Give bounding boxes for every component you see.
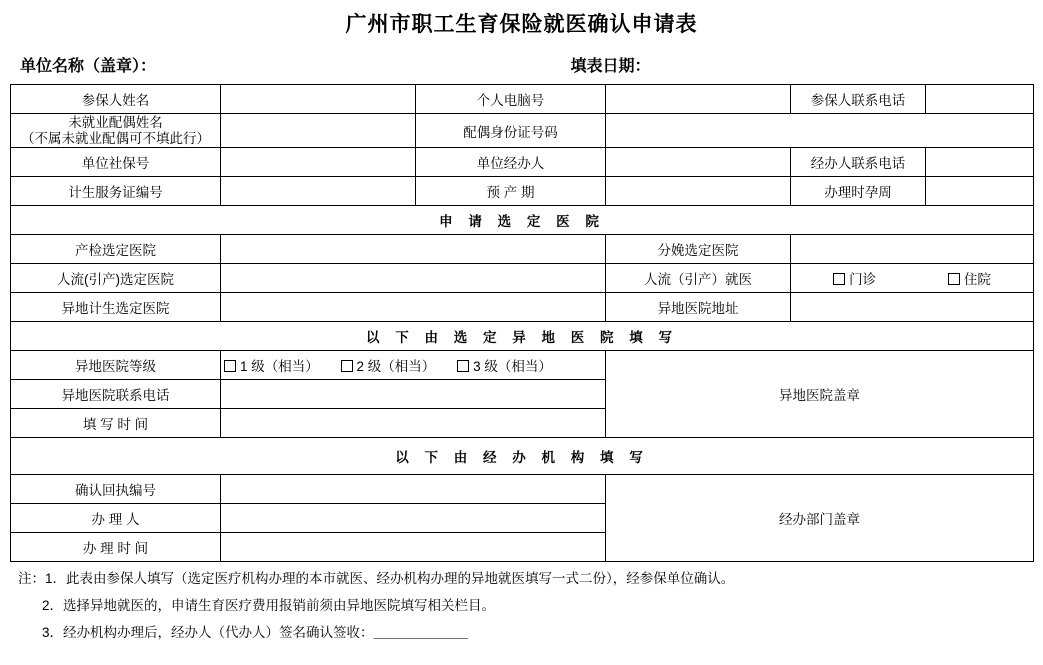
insured-name-label: 参保人姓名 [11,85,221,114]
table-row [11,264,1034,293]
table-row [11,475,1034,504]
nonlocal-hospital-phone-label: 异地医院联系电话 [11,380,221,409]
personal-computer-no-field[interactable] [606,85,791,114]
note-2: 2．选择异地就医的，申请生育医疗费用报销前须由异地医院填写相关栏目。 [42,598,496,614]
delivery-hospital-label: 分娩选定医院 [606,235,791,264]
nonlocal-family-plan-hospital-label: 异地计生选定医院 [11,293,221,322]
abortion-hospital-label: 人流(引产)选定医院 [11,264,221,293]
table-row [11,114,1034,148]
spouse-id-no-label: 配偶身份证号码 [416,114,606,148]
handler-phone-field[interactable] [926,148,1034,177]
due-date-label: 预 产 期 [416,177,606,206]
fill-date-label: 填表日期： [570,58,651,75]
section-agency-title: 以 下 由 经 办 机 构 填 写 [11,438,1034,475]
insured-phone-field[interactable] [926,85,1034,114]
level-1-label: 1 级（相当） [240,359,319,375]
agency-handle-date-field[interactable] [221,533,606,562]
pregnancy-weeks-label: 办理时孕周 [791,177,926,206]
handler-phone-label: 经办人联系电话 [791,148,926,177]
agency-handler-label: 办 理 人 [11,504,221,533]
spouse-id-no-field[interactable] [606,114,1034,148]
receipt-no-label: 确认回执编号 [11,475,221,504]
nonlocal-family-plan-hospital-field[interactable] [221,293,606,322]
section-hospital-title: 申 请 选 定 医 院 [11,206,1034,235]
unit-social-security-no-field[interactable] [221,148,416,177]
prenatal-hospital-label: 产检选定医院 [11,235,221,264]
nonlocal-fill-date-field[interactable] [221,409,606,438]
delivery-hospital-field[interactable] [791,235,1034,264]
unemployed-spouse-name-label [11,114,221,148]
hospital-level-options [221,351,606,380]
insured-phone-label: 参保人联系电话 [791,85,926,114]
hospital-level-label: 异地医院等级 [11,351,221,380]
nonlocal-fill-date-label: 填 写 时 间 [11,409,221,438]
due-date-field[interactable] [606,177,791,206]
nonlocal-hospital-address-label: 异地医院地址 [606,293,791,322]
section-row [11,206,1034,235]
receipt-no-field[interactable] [221,475,606,504]
notes-block [10,562,1033,641]
unemployed-spouse-name-field[interactable] [221,114,416,148]
note-1: 注：1．此表由参保人填写（选定医疗机构办理的本市就医、经办机构办理的异地就医填写一式二份），经参保单位确认。 [18,571,735,587]
pregnancy-weeks-field[interactable] [926,177,1034,206]
agency-handle-date-label: 办 理 时 间 [11,533,221,562]
nonlocal-hospital-stamp-area[interactable]: 异地医院盖章 [606,351,1034,438]
unit-name-label: 单位名称（盖章）： [20,58,157,75]
nonlocal-hospital-phone-field[interactable] [221,380,606,409]
abortion-visit-options [791,264,1034,293]
personal-computer-no-label: 个人电脑号 [416,85,606,114]
family-plan-cert-no-label: 计生服务证编号 [11,177,221,206]
note-3: 3．经办机构办理后，经办人（代办人）签名确认签收：＿＿＿＿＿＿＿ [42,625,469,641]
unit-handler-field[interactable] [606,148,791,177]
abortion-hospital-field[interactable] [221,264,606,293]
family-plan-cert-no-field[interactable] [221,177,416,206]
checkbox-icon [341,360,353,372]
level-1-checkbox[interactable] [224,355,319,375]
nonlocal-hospital-address-field[interactable] [791,293,1034,322]
prenatal-hospital-field[interactable] [221,235,606,264]
abortion-visit-label: 人流（引产）就医 [606,264,791,293]
table-row [11,351,1034,380]
insured-name-field[interactable] [221,85,416,114]
level-2-checkbox[interactable] [341,355,436,375]
unit-handler-label: 单位经办人 [416,148,606,177]
table-row [11,85,1034,114]
table-row [11,148,1034,177]
unit-social-security-no-label: 单位社保号 [11,148,221,177]
visit-inpatient-label: 住院 [963,272,991,288]
visit-outpatient-checkbox[interactable] [833,268,876,288]
section-row [11,438,1034,475]
checkbox-icon [833,273,845,285]
visit-inpatient-checkbox[interactable] [948,268,991,288]
header-row [10,48,1033,84]
level-3-checkbox[interactable] [457,355,552,375]
table-row [11,293,1034,322]
checkbox-icon [457,360,469,372]
agency-handler-field[interactable] [221,504,606,533]
main-form-table [10,84,1034,562]
unemployed-spouse-name-text: 未就业配偶姓名 [68,115,163,130]
unemployed-spouse-note-text: （不属未就业配偶可不填此行） [21,130,210,146]
level-2-label: 2 级（相当） [356,359,436,375]
visit-outpatient-label: 门诊 [849,272,877,288]
checkbox-icon [224,360,236,372]
section-row [11,322,1034,351]
table-row [11,235,1034,264]
table-row [11,177,1034,206]
level-3-label: 3 级（相当） [473,359,552,375]
page-title: 广州市职工生育保险就医确认申请表 [345,13,698,36]
section-nonlocal-title: 以 下 由 选 定 异 地 医 院 填 写 [11,322,1034,351]
checkbox-icon [948,273,960,285]
agency-department-stamp-area[interactable]: 经办部门盖章 [606,475,1034,562]
